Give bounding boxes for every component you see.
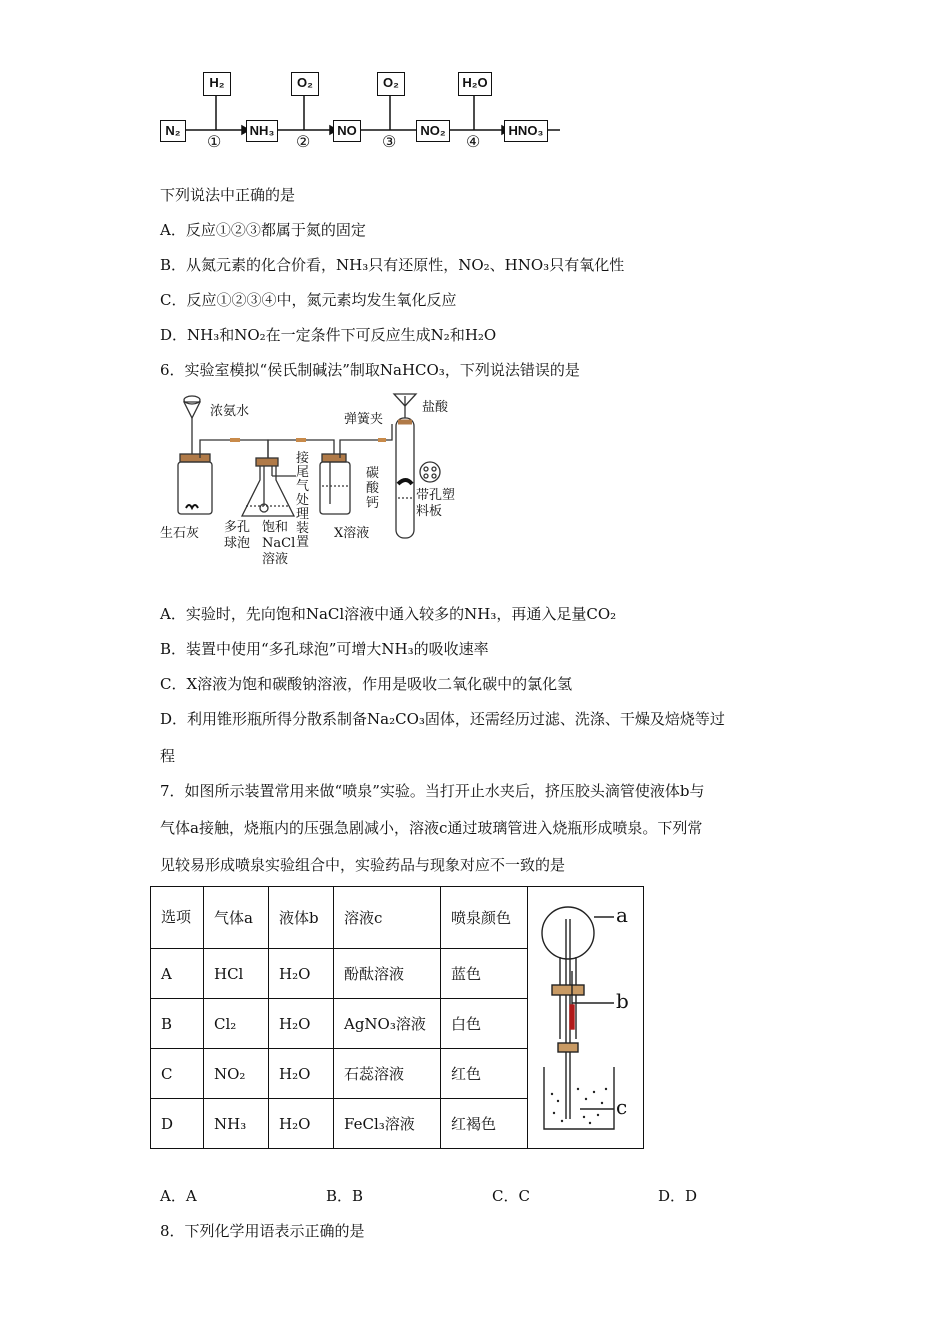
- q8-stem: 8．下列化学用语表示正确的是: [160, 1222, 365, 1240]
- step-4: ④: [466, 132, 481, 151]
- q7-answer-d: D．D: [658, 1187, 698, 1205]
- fountain-figure: [528, 889, 643, 1147]
- label-saturated-nacl: 饱和 NaCl 溶液: [262, 520, 296, 567]
- label-a: a: [616, 902, 628, 927]
- q5-option-b: B．从氮元素的化合价看，NH₃只有还原性，NO₂、HNO₃只有氧化性: [160, 256, 625, 274]
- label-caco3: 碳 酸 钙: [366, 466, 380, 511]
- row-a-color: 蓝色: [441, 949, 528, 999]
- row-c-liquid: H₂O: [269, 1049, 334, 1099]
- row-a-gas: HCl: [204, 949, 269, 999]
- header-solution-c: 溶液c: [334, 887, 441, 949]
- label-plate: 带孔塑 料板: [416, 488, 456, 519]
- node-no2: NO₂: [416, 120, 450, 142]
- node-no: NO: [333, 120, 361, 142]
- table-header-row: [151, 887, 644, 949]
- q5-option-a: A．反应①②③都属于氮的固定: [160, 221, 366, 239]
- apparatus-drawing: [160, 388, 480, 578]
- row-b-option: B: [151, 999, 204, 1049]
- q7-stem-1: 7．如图所示装置常用来做“喷泉”实验。当打开止水夹后，挤压胶头滴管使液体b与: [160, 782, 705, 800]
- label-porous-bubbler: 多孔 球泡: [224, 520, 251, 551]
- row-d-solution: FeCl₃溶液: [334, 1099, 441, 1149]
- label-b: b: [616, 988, 629, 1013]
- step-1: ①: [207, 132, 222, 151]
- row-d-gas: NH₃: [204, 1099, 269, 1149]
- header-liquid-b: 液体b: [269, 887, 334, 949]
- row-d-color: 红褐色: [441, 1099, 528, 1149]
- row-c-option: C: [151, 1049, 204, 1099]
- q6-option-d-cont: 程: [160, 747, 176, 765]
- row-c-solution: 石蕊溶液: [334, 1049, 441, 1099]
- step-3: ③: [382, 132, 397, 151]
- q5-stem: 下列说法中正确的是: [160, 186, 296, 204]
- fountain-figure-cell: [528, 887, 644, 1149]
- q7-table: [150, 886, 644, 1149]
- row-c-gas: NO₂: [204, 1049, 269, 1099]
- row-a-option: A: [151, 949, 204, 999]
- q7-answer-b: B．B: [326, 1187, 364, 1205]
- label-tail-gas: 接 尾 气 处 理 装 置: [296, 451, 310, 550]
- label-x-solution: X溶液: [334, 526, 370, 541]
- row-b-gas: Cl₂: [204, 999, 269, 1049]
- row-a-solution: 酚酞溶液: [334, 949, 441, 999]
- node-hno3: HNO₃: [504, 120, 548, 142]
- step-2: ②: [296, 132, 311, 151]
- row-d-liquid: H₂O: [269, 1099, 334, 1149]
- header-fountain-color: 喷泉颜色: [441, 887, 528, 949]
- row-b-liquid: H₂O: [269, 999, 334, 1049]
- q6-option-a: A．实验时，先向饱和NaCl溶液中通入较多的NH₃，再通入足量CO₂: [160, 605, 617, 623]
- q6-option-c: C．X溶液为饱和碳酸钠溶液，作用是吸收二氧化碳中的氯化氢: [160, 675, 573, 693]
- label-conc-ammonia: 浓氨水: [210, 404, 250, 419]
- header-option: 选项: [151, 887, 204, 949]
- reagent-h2o: H₂O: [458, 72, 492, 96]
- header-gas-a: 气体a: [204, 887, 269, 949]
- q7-answer-c: C．C: [492, 1187, 530, 1205]
- label-quicklime: 生石灰: [160, 526, 200, 541]
- q7-stem-3: 见较易形成喷泉实验组合中，实验药品与现象对应不一致的是: [160, 856, 566, 874]
- reagent-o2-a: O₂: [291, 72, 319, 96]
- row-a-liquid: H₂O: [269, 949, 334, 999]
- node-nh3: NH₃: [246, 120, 278, 142]
- q6-option-d: D．利用锥形瓶所得分散系制备Na₂CO₃固体，还需经历过滤、洗涤、干燥及焙烧等过: [160, 710, 725, 728]
- reagent-h2: H₂: [203, 72, 231, 96]
- q5-option-d: D．NH₃和NO₂在一定条件下可反应生成N₂和H₂O: [160, 326, 497, 344]
- reagent-o2-b: O₂: [377, 72, 405, 96]
- label-c: c: [616, 1094, 628, 1119]
- node-n2: N₂: [160, 120, 186, 142]
- label-spring-clip: 弹簧夹: [344, 412, 384, 427]
- q6-option-b: B．装置中使用“多孔球泡”可增大NH₃的吸收速率: [160, 640, 489, 658]
- row-d-option: D: [151, 1099, 204, 1149]
- label-hydrochloric-acid: 盐酸: [422, 400, 449, 415]
- q7-stem-2: 气体a接触，烧瓶内的压强急剧减小，溶液c通过玻璃管进入烧瓶形成喷泉。下列常: [160, 819, 703, 837]
- row-b-color: 白色: [441, 999, 528, 1049]
- row-c-color: 红色: [441, 1049, 528, 1099]
- q5-option-c: C．反应①②③④中，氮元素均发生氧化反应: [160, 291, 457, 309]
- q7-answer-a: A．A: [160, 1187, 197, 1205]
- q6-stem: 6．实验室模拟“侯氏制碱法”制取NaHCO₃，下列说法错误的是: [160, 361, 580, 379]
- row-b-solution: AgNO₃溶液: [334, 999, 441, 1049]
